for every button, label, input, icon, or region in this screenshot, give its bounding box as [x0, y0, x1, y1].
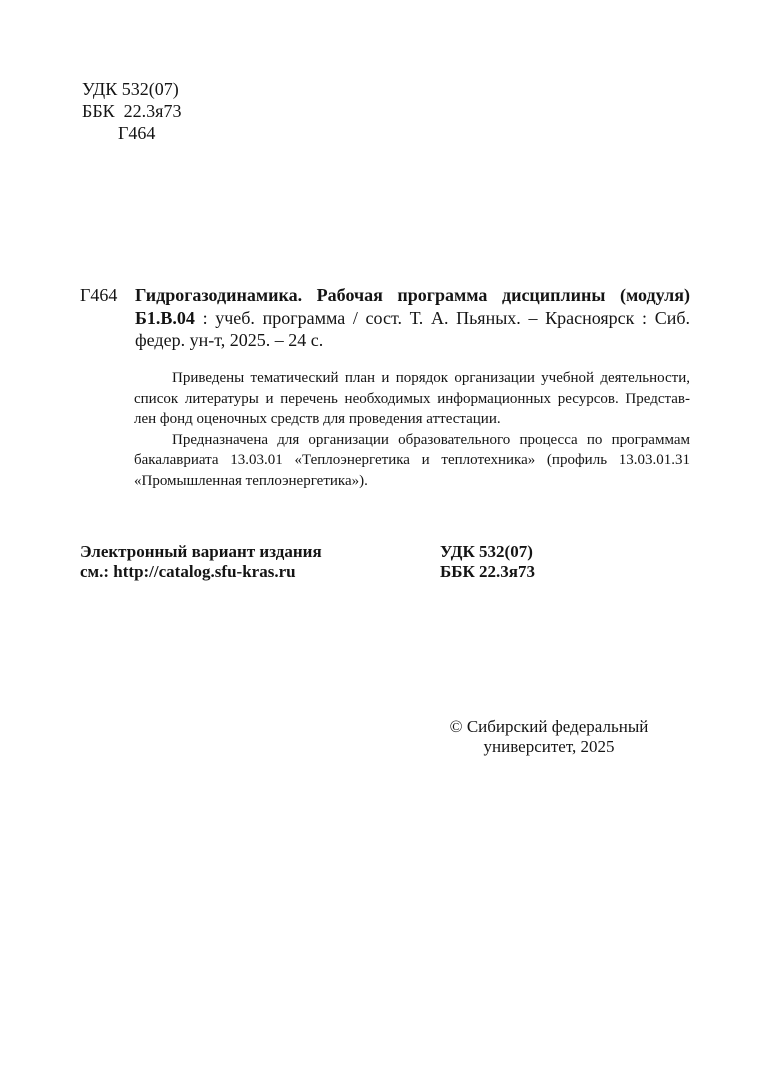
entry-imprint-text: : учеб. программа / сост. Т. А. Пьяных. – Красноярск : Сиб.: [202, 307, 690, 328]
classification-block: [82, 78, 181, 144]
entry-title-bold: Гидрогазодинамика. Рабочая программа дисциплины (модуля): [135, 285, 690, 305]
annotation-block: [134, 368, 690, 492]
entry-line-title: [135, 284, 690, 307]
entry-line-collation: федер. ун-т, 2025. – 24 с.: [135, 330, 324, 350]
entry-line-imprint: [135, 307, 690, 330]
catalog-url: см.: http://catalog.sfu-kras.ru: [80, 562, 296, 581]
entry-text: [135, 284, 690, 352]
copyright-line2: университет, 2025: [483, 737, 615, 756]
annotation-p2-line2: бакалавриата 13.03.01 «Теплоэнергетика и теплотехника» (профиль 13.03.01.31: [134, 452, 690, 469]
copyright-line1: © Сибирский федеральный: [449, 717, 649, 736]
annotation-p1-line1: Приведены тематический план и порядок организации учебной деятельности,: [172, 370, 690, 386]
catalog-entry: [80, 284, 690, 352]
bbk-code: ББК 22.3я73: [82, 101, 182, 121]
entry-author-sign: Г464: [80, 285, 118, 305]
annotation-p1-line3: лен фонд оценочных средств для проведения аттестации.: [134, 411, 501, 428]
udc-code-bottom: УДК 532(07): [440, 542, 533, 561]
entry-course-code-bold: Б1.В.04: [135, 307, 195, 328]
annotation-p2-line1: Предназначена для организации образовательного процесса по программам: [172, 431, 690, 448]
author-sign: Г464: [118, 123, 156, 143]
annotation-p1-line2: список литературы и перечень необходимых информационных ресурсов. Представ-: [134, 390, 690, 407]
edition-info-right: [440, 542, 535, 582]
electronic-edition-label: Электронный вариант издания: [80, 542, 322, 561]
bbk-code-bottom: ББК 22.3я73: [440, 562, 536, 581]
udc-code: УДК 532(07): [82, 79, 179, 99]
annotation-p2-line3: «Промышленная теплоэнергетика»).: [134, 472, 368, 489]
edition-info-left: [80, 542, 322, 582]
copyright-notice: [418, 717, 680, 757]
edition-info: [80, 542, 690, 586]
